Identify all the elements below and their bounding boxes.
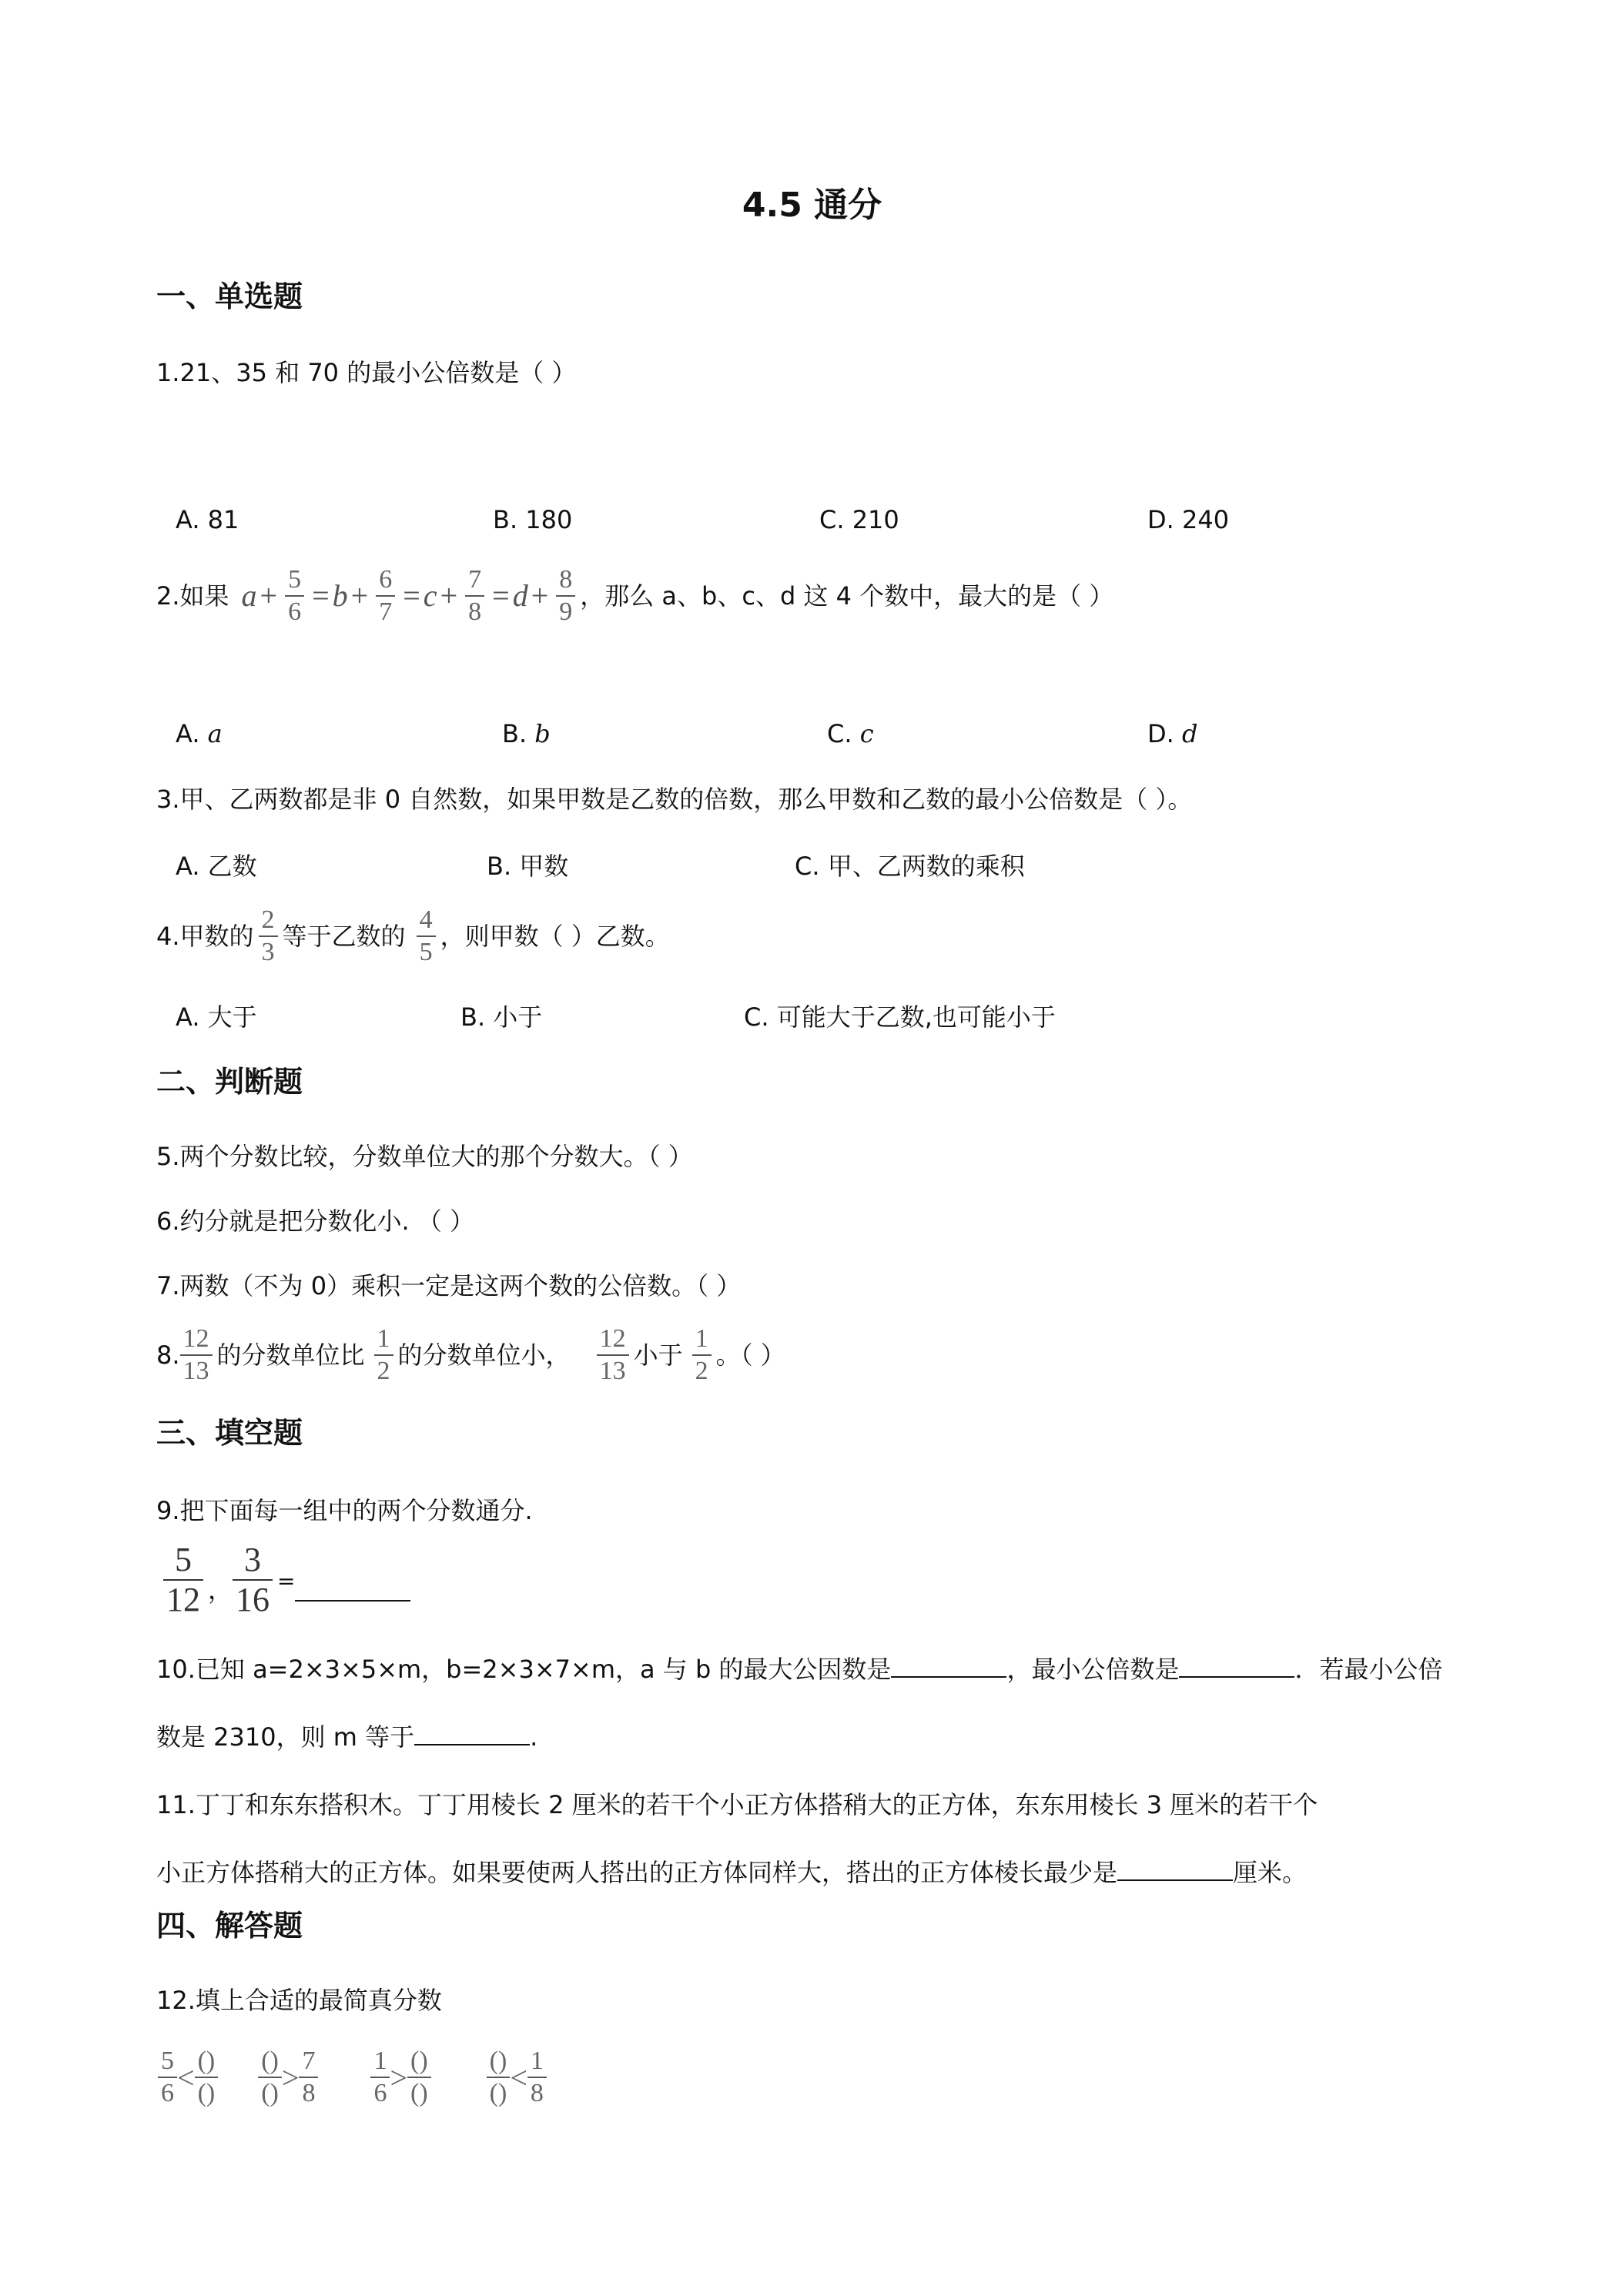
q12-item2-left-den: () [258,2077,282,2107]
q8-fraction-1 [180,1326,213,1384]
q11-line2-text: 小正方体搭稍大的正方体。如果要使两人搭出的正方体同样大，搭出的正方体棱长最少是 [156,1858,1118,1887]
q2-option-c[interactable] [827,719,874,748]
q2-plus-3: + [440,578,458,613]
q12-items [158,2048,547,2107]
question-8 [156,1326,785,1384]
q2-plus-4: + [531,578,549,613]
q2-option-c-label: C. [827,719,852,748]
section-heading-single-choice: 一、单选题 [156,279,303,313]
q2-suffix: ，那么 a、b、c、d 这 4 个数中，最大的是（ ） [580,581,1114,611]
q12-item4-left[interactable] [487,2048,511,2107]
q8-frac1-den: 13 [180,1354,213,1384]
q12-item1-left-num: 5 [161,2047,174,2075]
q12-item4-right [527,2048,547,2107]
question-7: 7.两数（不为 0）乘积一定是这两个数的公倍数。（ ） [156,1271,742,1300]
q2-frac3-num: 7 [468,565,482,594]
q1-option-d[interactable]: D. 240 [1147,505,1230,534]
q8-frac3-den: 13 [597,1354,629,1384]
q12-item2-right-num: 7 [302,2047,316,2075]
q1-option-b[interactable]: B. 180 [493,505,573,534]
q8-part2: 的分数单位小， [397,1340,571,1370]
q12-item4-right-den: 8 [527,2077,547,2107]
q2-fraction-3 [465,567,484,625]
q3-option-c[interactable]: C. 甲、乙两数的乘积 [795,852,1025,881]
q12-item3-right-den: () [407,2077,431,2107]
q10-part1: 10.已知 a=2×3×5×m，b=2×3×7×m，a 与 b 的最大公因数是 [156,1655,892,1684]
q12-item3-left-den: 6 [370,2077,390,2107]
q2-frac4-den: 9 [556,595,575,625]
q12-item2-left-num: () [261,2047,279,2075]
question-9: 9.把下面每一组中的两个分数通分. [156,1496,533,1525]
q9-fraction-2 [233,1543,273,1617]
q4-fraction-2 [417,907,436,966]
q4-fraction-1 [259,907,278,966]
q8-frac2-num: 1 [377,1324,390,1353]
q12-item-3 [370,2048,430,2107]
q12-item1-right[interactable] [195,2048,219,2107]
q12-item3-left-num: 1 [373,2047,387,2075]
question-6: 6.约分就是把分数化小. （ ） [156,1207,475,1236]
q12-item3-op: > [390,2060,407,2095]
q12-item3-left [370,2048,390,2107]
q2-frac4-num: 8 [559,565,573,594]
q10-part3: ．若最小公倍 [1294,1655,1443,1684]
q10-part2: ，最小公倍数是 [1006,1655,1180,1684]
q8-frac2-den: 2 [374,1354,393,1384]
q12-item-2 [258,2048,318,2107]
q2-equation [242,567,581,625]
q2-plus-2: + [350,578,369,613]
q8-part4: 。（ ） [715,1340,785,1370]
q2-option-d[interactable] [1147,719,1197,748]
q2-var-a: a [241,578,257,613]
q9-frac2-den: 16 [233,1579,273,1617]
q2-option-b-label: B. [502,719,527,748]
q4-part3: ，则甲数（ ）乙数。 [440,922,670,951]
q4-frac1-den: 3 [259,935,278,966]
q12-item1-right-num: () [197,2047,216,2075]
q8-fraction-4 [692,1326,712,1384]
q12-item-4 [487,2048,547,2107]
q2-option-a[interactable] [176,719,223,748]
q12-item1-right-den: () [195,2077,219,2107]
q8-frac1-num: 12 [182,1324,209,1353]
q4-frac2-den: 5 [417,935,436,966]
q4-frac1-num: 2 [261,905,275,934]
q2-var-d: d [512,578,528,613]
q1-option-c[interactable]: C. 210 [819,505,899,534]
q3-option-a[interactable]: A. 乙数 [176,852,257,881]
q12-item3-right-num: () [410,2047,428,2075]
q10-part4: 数是 2310，则 m 等于 [156,1722,415,1752]
q8-frac4-num: 1 [695,1324,708,1353]
q9-fraction-1 [163,1543,203,1617]
section-heading-answer: 四、解答题 [156,1909,303,1943]
q8-frac4-den: 2 [692,1354,712,1384]
q2-fraction-4 [556,567,575,625]
q2-equals-2: = [403,578,420,613]
q8-fraction-3 [597,1326,629,1384]
q12-item4-left-den: () [487,2077,511,2107]
q4-part2: 等于乙数的 [282,922,406,951]
q2-option-a-label: A. [176,719,200,748]
q12-item1-op: < [177,2060,195,2095]
question-2 [156,567,1113,625]
q4-frac2-num: 4 [419,905,433,934]
q9-answer-blank[interactable] [295,1577,410,1602]
q2-option-c-var: c [859,719,874,748]
q12-item1-left [158,2048,177,2107]
q2-frac3-den: 8 [465,595,484,625]
q8-fraction-2 [374,1326,393,1384]
q12-item4-op: < [510,2060,527,2095]
q10-m-blank[interactable] [414,1721,530,1745]
q8-prefix: 8. [156,1340,180,1370]
q10-gcd-blank[interactable] [891,1653,1006,1678]
q9-frac2-num: 3 [244,1541,262,1578]
q8-part1: 的分数单位比 [216,1340,365,1370]
q2-frac2-num: 6 [379,565,393,594]
q10-part5: . [530,1722,538,1752]
q12-item1-left-den: 6 [158,2077,177,2107]
q1-option-a[interactable]: A. 81 [176,505,239,534]
q2-frac2-den: 7 [376,595,395,625]
q4-part1: 4.甲数的 [156,922,254,951]
q9-separator: ， [208,1575,233,1605]
q12-item2-right [299,2048,318,2107]
q4-option-b[interactable]: B. 小于 [460,1002,543,1032]
q2-frac1-num: 5 [288,565,302,594]
question-12: 12.填上合适的最简真分数 [156,1986,442,2015]
q12-item2-right-den: 8 [299,2077,318,2107]
section-heading-true-false: 二、判断题 [156,1065,303,1099]
q12-item4-left-num: () [489,2047,507,2075]
q11-line2-end: 厘米。 [1233,1858,1308,1887]
q9-equals: = [277,1568,296,1594]
q2-equals-3: = [492,578,510,613]
q2-option-d-label: D. [1147,719,1174,748]
question-11-line-2 [156,1856,1307,1889]
q2-frac1-den: 6 [285,595,304,625]
q12-item-1 [158,2048,218,2107]
q9-frac1-den: 12 [163,1579,203,1617]
q12-item2-left[interactable] [258,2048,282,2107]
q2-option-d-var: d [1181,719,1198,748]
question-11-line-1: 11.丁丁和东东搭积木。丁丁用棱长 2 厘米的若干个小正方体搭稍大的正方体，东东用棱长 3 厘米的若干个 [156,1790,1318,1819]
q8-part3: 小于 [633,1340,683,1370]
q2-plus-1: + [260,578,278,613]
q2-var-b: b [332,578,348,613]
q2-option-b-var: b [534,719,551,748]
q9-expression [163,1543,410,1617]
q9-frac1-num: 5 [175,1541,192,1578]
q12-item2-op: > [281,2060,300,2095]
q11-answer-blank[interactable] [1117,1856,1233,1881]
q2-fraction-1 [285,567,304,625]
q8-frac3-num: 12 [599,1324,626,1353]
q2-prefix: 2.如果 [156,581,229,611]
q2-option-b[interactable] [502,719,551,748]
q2-fraction-2 [376,567,395,625]
q4-option-c[interactable]: C. 可能大于乙数,也可能小于 [744,1002,1056,1032]
q10-lcm-blank[interactable] [1179,1653,1294,1678]
question-3: 3.甲、乙两数都是非 0 自然数，如果甲数是乙数的倍数，那么甲数和乙数的最小公倍数是（ ）。 [156,785,1193,814]
q3-option-b[interactable]: B. 甲数 [487,852,569,881]
q12-item4-right-num: 1 [530,2047,544,2075]
q4-option-a[interactable]: A. 大于 [176,1002,257,1032]
q2-var-c: c [423,578,437,613]
q2-option-a-var: a [207,719,223,748]
question-5: 5.两个分数比较，分数单位大的那个分数大。（ ） [156,1142,693,1171]
question-4 [156,907,670,966]
question-10-line-2 [156,1720,537,1754]
q12-item3-right[interactable] [407,2048,431,2107]
q2-equals-1: = [312,578,330,613]
question-1: 1.21、35 和 70 的最小公倍数是（ ） [156,358,577,387]
section-heading-fill-blank: 三、填空题 [156,1416,303,1450]
page-title: 4.5 通分 [742,186,882,225]
question-10-line-1 [156,1652,1442,1686]
